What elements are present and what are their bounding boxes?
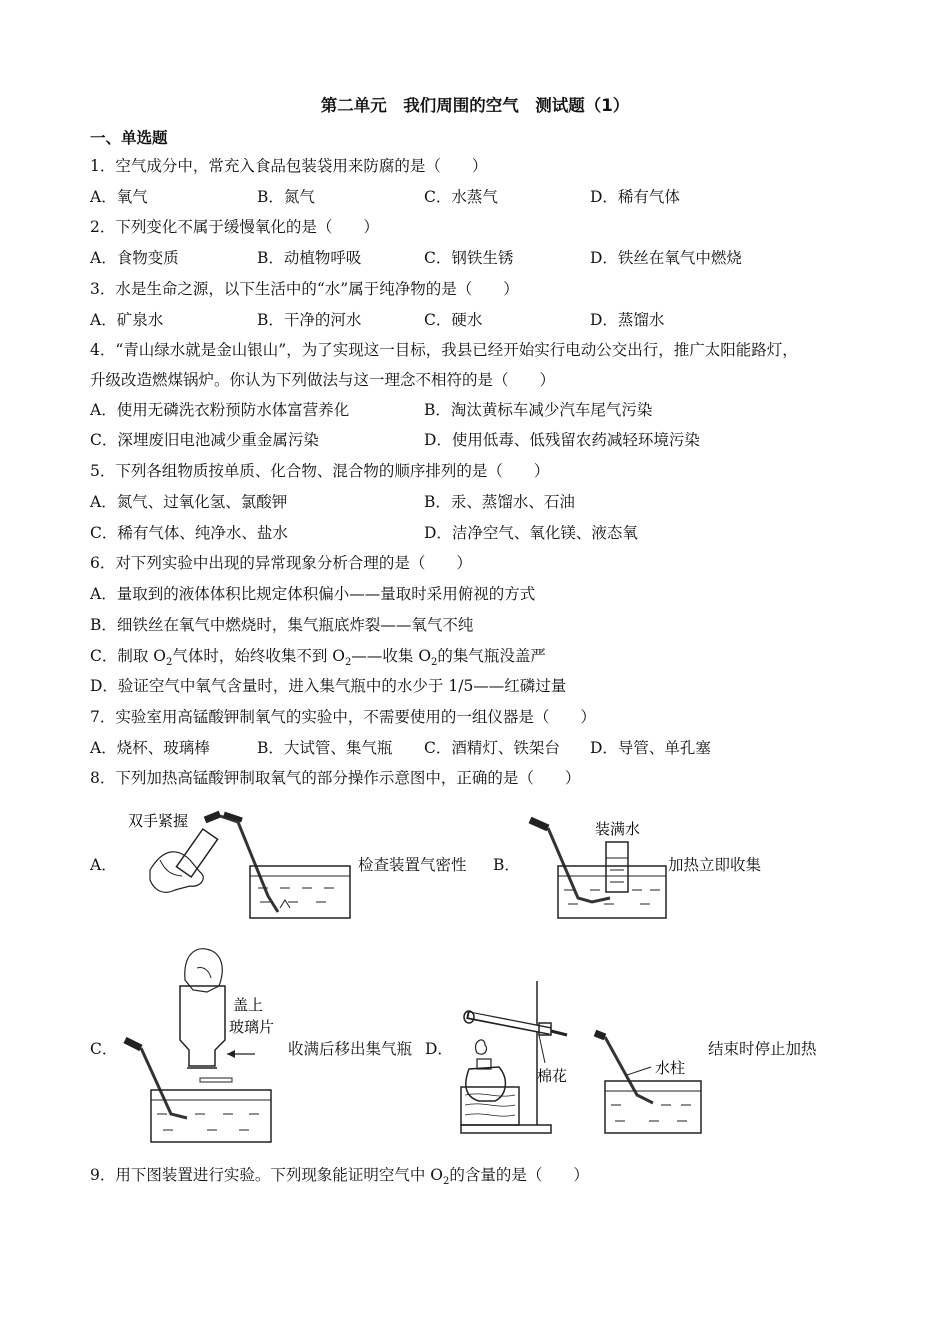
q5-option-b: B．汞、蒸馏水、石油 [424,493,575,511]
page-title: 第二单元 我们周围的空气 测试题（1） [320,96,630,115]
q5-option-c: C．稀有气体、纯净水、盐水 [90,524,288,542]
q1-option-b: B．氮气 [257,188,315,206]
q1-option-a: A．氧气 [90,188,148,206]
q8-figure-d [455,975,705,1140]
q8-option-b-caption: 加热立即收集 [668,856,762,874]
q7-option-c: C．酒精灯、铁架台 [424,739,560,757]
q3-option-d: D．蒸馏水 [590,311,665,329]
q8-option-c-label: C． [90,1040,118,1058]
q6-option-a: A．量取到的液体体积比规定体积偏小——量取时采用俯视的方式 [90,585,536,603]
q6-option-c: C．制取 $O_2$气体时，始终收集不到 $O_2——$收集 $O_2$的集气瓶没盖严 [90,647,546,669]
q7-option-a: A．烧杯、玻璃棒 [90,739,210,757]
q3-option-c: C．硬水 [424,311,483,329]
q5-option-a: A．氮气、过氧化氢、氯酸钾 [90,493,288,511]
q8-option-d-caption: 结束时停止加热 [708,1040,817,1058]
fig-b-text: 装满水 [595,820,641,838]
fig-c-text-1: 盖上 [233,996,264,1014]
question-8-stem: 8．下列加热高锰酸钾制取氧气的部分操作示意图中，正确的是（ ） [90,769,581,787]
fig-d-text-1: 棉花 [537,1067,568,1085]
question-4-stem-line1: 4．“青山绿水就是金山银山”，为了实现这一目标，我县已经开始实行电动公交出行，推广太阳能路灯， [90,341,798,359]
question-6-stem: 6．对下列实验中出现的异常现象分析合理的是（ ） [90,554,472,572]
q2-option-d: D．铁丝在氧气中燃烧 [590,249,742,267]
q8-option-a-label: A． [90,856,117,874]
fig-d-text-2: 水柱 [655,1059,686,1077]
question-4-stem-line2: 升级改造燃煤锅炉。你认为下列做法与这一理念不相符的是（ ） [90,371,556,389]
q6-option-b: B．细铁丝在氧气中燃烧时，集气瓶底炸裂——氧气不纯 [90,616,474,634]
fig-c-text-2: 玻璃片 [229,1018,275,1036]
q2-option-a: A．食物变质 [90,249,179,267]
q4-option-c: C．深埋废旧电池减少重金属污染 [90,431,319,449]
q8-figure-c [115,940,285,1145]
q8-option-b-label: B． [493,856,520,874]
q1-option-c: C．水蒸气 [424,188,498,206]
q4-option-b: B．淘汰黄标车减少汽车尾气污染 [424,401,653,419]
q7-option-d: D．导管、单孔塞 [590,739,711,757]
question-2-stem: 2．下列变化不属于缓慢氧化的是（ ） [90,218,379,236]
q3-option-b: B．干净的河水 [257,311,362,329]
q6-option-d: D．验证空气中氧气含量时，进入集气瓶中的水少于 1/5——红磷过量 [90,677,567,695]
question-1-stem: 1．空气成分中，常充入食品包装袋用来防腐的是（ ） [90,157,488,175]
fig-a-text: 双手紧握 [128,812,189,830]
q4-option-d: D．使用低毒、低残留农药减轻环境污染 [424,431,700,449]
q1-option-d: D．稀有气体 [590,188,680,206]
q4-option-a: A．使用无磷洗衣粉预防水体富营养化 [90,401,350,419]
q8-figure-a [120,800,355,920]
section-heading: 一、单选题 [90,129,168,147]
q8-option-c-caption: 收满后移出集气瓶 [288,1040,413,1058]
q8-option-a-caption: 检查装置气密性 [358,856,467,874]
q8-figure-b [520,800,670,920]
question-9-stem: 9．用下图装置进行实验。下列现象能证明空气中 $O_2$的含量的是（ ） [90,1166,589,1188]
q3-option-a: A．矿泉水 [90,311,164,329]
question-5-stem: 5．下列各组物质按单质、化合物、混合物的顺序排列的是（ ） [90,462,550,480]
q5-option-d: D．洁净空气、氧化镁、液态氧 [424,524,638,542]
question-7-stem: 7．实验室用高锰酸钾制氧气的实验中，不需要使用的一组仪器是（ ） [90,708,596,726]
q2-option-b: B．动植物呼吸 [257,249,362,267]
q2-option-c: C．钢铁生锈 [424,249,514,267]
q7-option-b: B．大试管、集气瓶 [257,739,393,757]
question-3-stem: 3．水是生命之源，以下生活中的“水”属于纯净物的是（ ） [90,280,519,298]
q8-option-d-label: D． [425,1040,453,1058]
